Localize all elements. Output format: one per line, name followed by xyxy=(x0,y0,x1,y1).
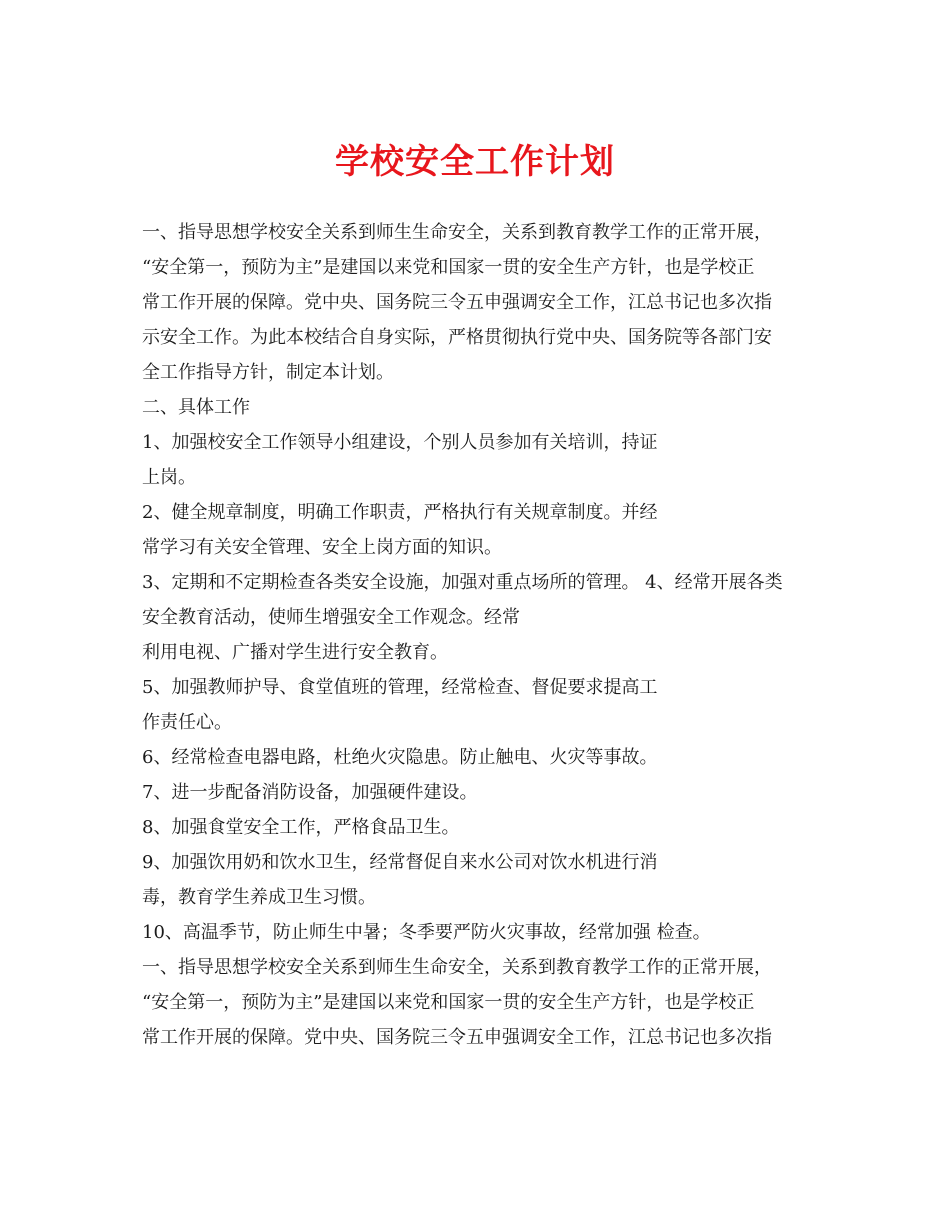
text-line: 上岗。 xyxy=(142,467,196,488)
text-line: 常工作开展的保障。党中央、国务院三令五申强调安全工作，江总书记也多次指 xyxy=(142,292,772,313)
text-line: “安全第一，预防为主”是建国以来党和国家一贯的安全生产方针，也是学校正 xyxy=(142,257,755,278)
text-line: 全工作指导方针，制定本计划。 xyxy=(142,362,394,383)
text-line: 毒，教育学生养成卫生习惯。 xyxy=(142,887,376,908)
text-line: 作责任心。 xyxy=(142,712,232,733)
document-body xyxy=(142,215,812,1055)
text-line: 一、指导思想学校安全关系到师生生命安全，关系到教育教学工作的正常开展， xyxy=(142,957,772,978)
text-line: 7、进一步配备消防设备，加强硬件建设。 xyxy=(142,782,478,803)
text-line: 3、定期和不定期检查各类安全设施，加强对重点场所的管理。 4、经常开展各类 xyxy=(142,572,783,593)
text-line: 6、经常检查电器电路，杜绝火灾隐患。防止触电、火灾等事故。 xyxy=(142,747,658,768)
document-title: 学校安全工作计划 xyxy=(335,142,615,182)
text-line: 2、健全规章制度，明确工作职责，严格执行有关规章制度。并经 xyxy=(142,502,658,523)
text-line: 利用电视、广播对学生进行安全教育。 xyxy=(142,642,448,663)
text-line: 一、指导思想学校安全关系到师生生命安全，关系到教育教学工作的正常开展， xyxy=(142,222,772,243)
text-line: “安全第一，预防为主”是建国以来党和国家一贯的安全生产方针，也是学校正 xyxy=(142,992,755,1013)
text-line: 8、加强食堂安全工作，严格食品卫生。 xyxy=(142,817,460,838)
text-line: 常工作开展的保障。党中央、国务院三令五申强调安全工作，江总书记也多次指 xyxy=(142,1027,772,1048)
text-line: 10、高温季节，防止师生中暑；冬季要严防火灾事故，经常加强 检查。 xyxy=(142,922,711,943)
text-line: 常学习有关安全管理、安全上岗方面的知识。 xyxy=(142,537,502,558)
text-line: 5、加强教师护导、食堂值班的管理，经常检查、督促要求提高工 xyxy=(142,677,658,698)
text-line: 9、加强饮用奶和饮水卫生，经常督促自来水公司对饮水机进行消 xyxy=(142,852,658,873)
section-heading: 二、具体工作 xyxy=(142,397,250,418)
text-line: 示安全工作。为此本校结合自身实际，严格贯彻执行党中央、国务院等各部门安 xyxy=(142,327,772,348)
text-line: 1、加强校安全工作领导小组建设，个别人员参加有关培训，持证 xyxy=(142,432,658,453)
text-line: 安全教育活动，使师生增强安全工作观念。经常 xyxy=(142,607,520,628)
